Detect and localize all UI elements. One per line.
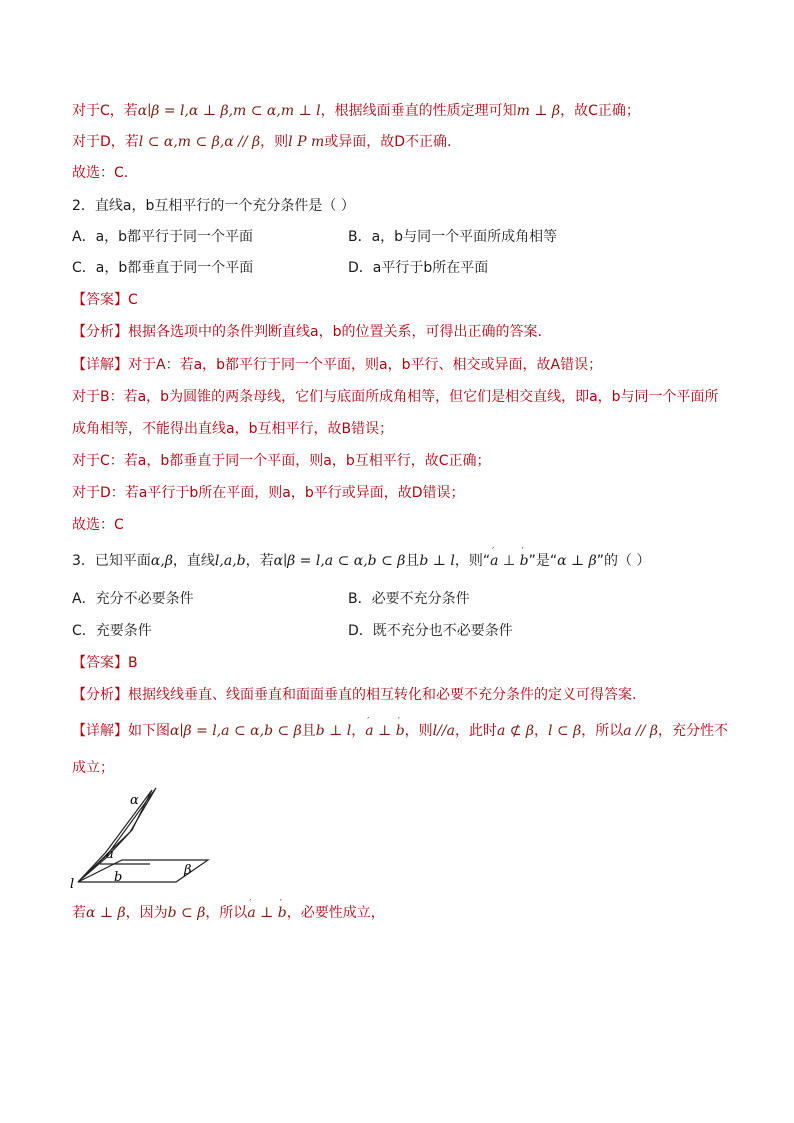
answer-tag: 【答案】 xyxy=(72,655,128,671)
detail-2-line-5: 对于D：若a平行于b所在平面，则a，b平行或异面，故D错误； xyxy=(72,485,465,501)
detail-tag: 【详解】 xyxy=(72,357,128,373)
label-l: l xyxy=(70,877,75,892)
q3-option-d: D．既不充分也不必要条件 xyxy=(348,623,513,639)
text: ，此时 xyxy=(454,723,497,739)
formula: α ⊥ β xyxy=(86,905,126,921)
text: ， xyxy=(534,723,549,739)
vector-a: ′ a xyxy=(247,903,255,923)
selection-2: 故选：C xyxy=(72,517,124,533)
solution-d-line xyxy=(72,132,451,152)
formula: α∣β = l,α ⊥ β,m ⊂ α,m ⊥ l xyxy=(137,103,321,119)
q2-option-b: B．a，b与同一个平面所成角相等 xyxy=(348,229,558,245)
detail-2-line-1 xyxy=(72,355,602,375)
text: ，故C正确； xyxy=(560,103,640,119)
formula: l,a,b xyxy=(214,553,246,569)
text: ，则“ xyxy=(454,553,491,569)
detail-tag: 【详解】 xyxy=(72,723,128,739)
answer-2 xyxy=(72,290,138,310)
q3-option-a: A．充分不必要条件 xyxy=(72,591,194,607)
label-beta: β xyxy=(184,863,192,878)
text: ，因为 xyxy=(125,905,168,921)
question-3 xyxy=(72,551,650,571)
plane-alpha-outline xyxy=(78,788,156,882)
vector-b: ′ b xyxy=(396,721,405,741)
answer-value: C xyxy=(128,292,138,308)
plane-alpha xyxy=(78,790,152,882)
formula: b ⊥ l xyxy=(315,723,352,739)
text: ，直线 xyxy=(172,553,215,569)
formula: l//a xyxy=(432,723,455,739)
analysis-2 xyxy=(72,322,542,342)
question-2: 2．直线a，b互相平行的一个充分条件是（ ） xyxy=(72,198,355,214)
text: ，则 xyxy=(260,134,289,150)
vector-b: ′ b xyxy=(520,551,529,571)
text: 如下图 xyxy=(128,723,170,739)
detail-2-line-2: 对于B：若a，b为圆锥的两条母线，它们与底面所成角相等，但它们是相交直线，即a，b与同一个平面所 xyxy=(72,389,719,405)
formula: a ⊄ β xyxy=(496,723,535,739)
formula: b ⊂ β xyxy=(167,905,206,921)
text: ， xyxy=(351,723,366,739)
vector-a: ′ a xyxy=(490,551,498,571)
answer-3 xyxy=(72,653,138,673)
vector-a: ′ a xyxy=(365,721,373,741)
detail-3-line-1 xyxy=(72,721,728,741)
answer-value: B xyxy=(128,655,138,671)
formula: a // β xyxy=(623,723,658,739)
last-line xyxy=(72,903,385,923)
selection-1: 故选：C. xyxy=(72,165,129,181)
q2-option-d: D．a平行于b所在平面 xyxy=(348,260,489,276)
label-a: a xyxy=(106,847,114,862)
q2-option-a: A．a，b都平行于同一个平面 xyxy=(72,229,254,245)
text: ，充分性不 xyxy=(658,723,728,739)
formula: l ⊂ β xyxy=(548,723,582,739)
perp-symbol: ⊥ xyxy=(373,723,396,739)
formula: m ⊥ β xyxy=(516,103,561,119)
formula: α∣β = l,a ⊂ α,b ⊂ β xyxy=(170,723,302,739)
text: ”的（ ） xyxy=(596,553,651,569)
detail-text: 对于A：若a，b都平行于同一个平面，则a，b平行、相交或异面，故A错误； xyxy=(128,357,603,373)
perp-symbol: ⊥ xyxy=(498,553,520,569)
text: ，所以 xyxy=(205,905,248,921)
analysis-text: 根据各选项中的条件判断直线a，b的位置关系，可得出正确的答案. xyxy=(128,324,542,340)
formula: l ⊂ α,m ⊂ β,α // β xyxy=(138,134,261,150)
text: 且 xyxy=(405,553,420,569)
formula: b ⊥ l xyxy=(419,553,455,569)
text: ”是“ xyxy=(528,553,558,569)
formula: α,β xyxy=(150,553,173,569)
analysis-tag: 【分析】 xyxy=(72,687,128,703)
text: ，若 xyxy=(245,553,274,569)
answer-tag: 【答案】 xyxy=(72,292,128,308)
formula: α ⊥ β xyxy=(557,553,597,569)
text: 且 xyxy=(301,723,316,739)
detail-2-line-3: 成角相等，不能得出直线a，b互相平行，故B错误； xyxy=(72,421,394,437)
q3-option-b: B．必要不充分条件 xyxy=(348,591,470,607)
detail-3-line-2: 成立； xyxy=(72,760,114,776)
text: 对于C，若 xyxy=(72,103,138,119)
label-b: b xyxy=(114,870,123,885)
detail-2-line-4: 对于C：若a，b都垂直于同一个平面，则a，b互相平行，故C正确； xyxy=(72,453,491,469)
text: ，则 xyxy=(404,723,433,739)
analysis-text: 根据线线垂直、线面垂直和面面垂直的相互转化和必要不充分条件的定义可得答案. xyxy=(128,687,637,703)
q3-option-c: C．充要条件 xyxy=(72,623,152,639)
formula: α∣β = l,a ⊂ α,b ⊂ β xyxy=(273,553,406,569)
analysis-tag: 【分析】 xyxy=(72,324,128,340)
text: 或异面，故D不正确. xyxy=(324,134,452,150)
analysis-3 xyxy=(72,685,636,705)
text: ，所以 xyxy=(581,723,624,739)
q2-option-c: C．a，b都垂直于同一个平面 xyxy=(72,260,254,276)
text: 3．已知平面 xyxy=(72,553,151,569)
text: 若 xyxy=(72,905,86,921)
planes-figure xyxy=(70,782,220,892)
text: ，必要性成立， xyxy=(286,905,385,921)
perp-symbol: ⊥ xyxy=(255,905,278,921)
text: ，根据线面垂直的性质定理可知 xyxy=(320,103,517,119)
vector-b: ′ b xyxy=(278,903,287,923)
label-alpha: α xyxy=(130,793,139,808)
text: 对于D，若 xyxy=(72,134,139,150)
formula: l P m xyxy=(288,134,325,150)
solution-c-line xyxy=(72,101,640,121)
